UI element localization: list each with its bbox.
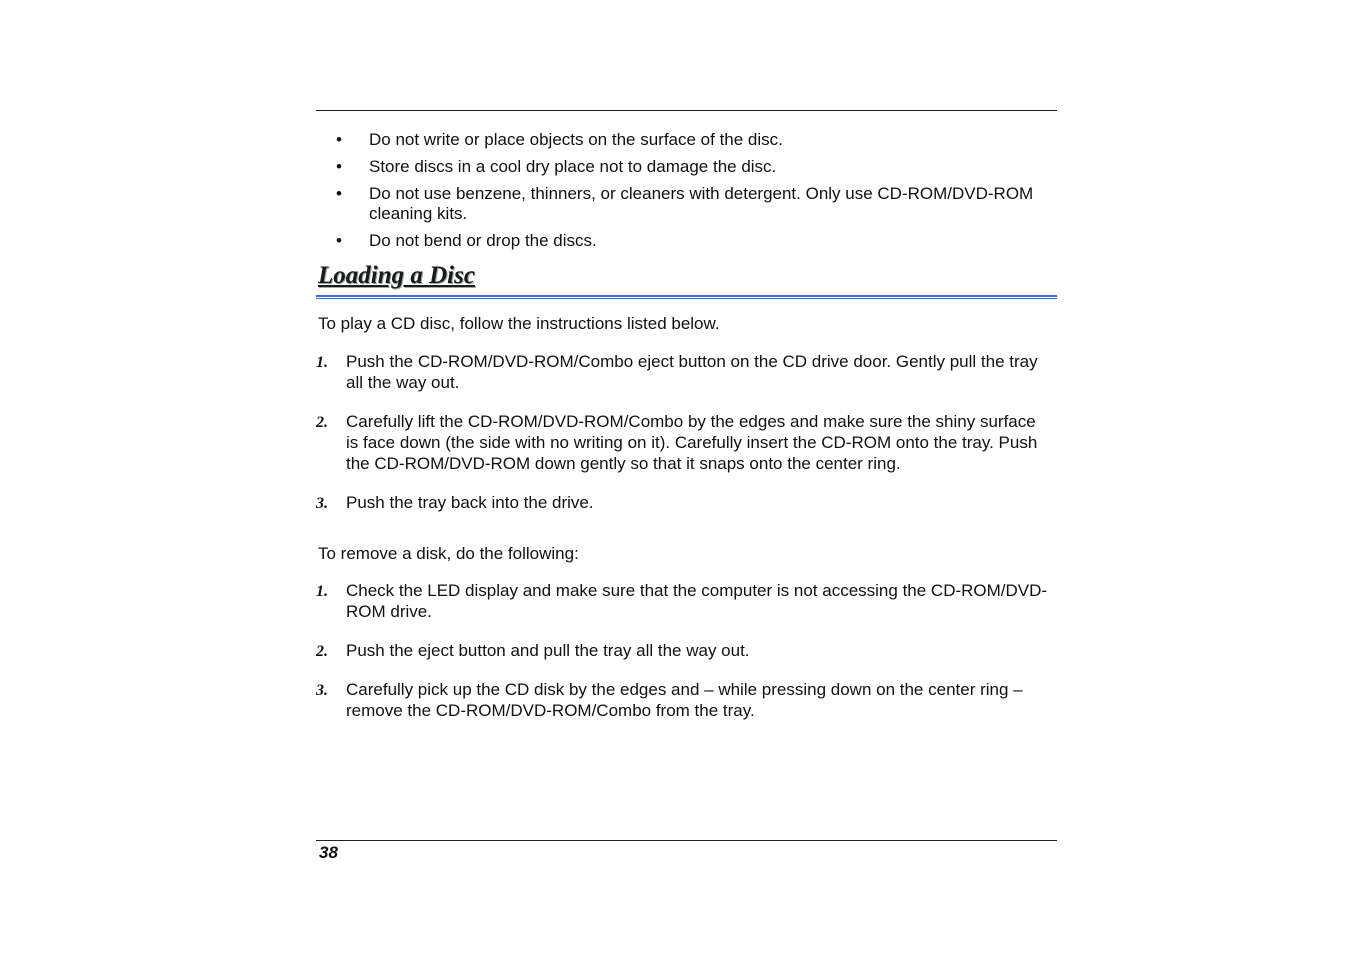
step-item — [316, 640, 1057, 661]
load-steps-list — [316, 351, 1057, 513]
section-title: Loading a Disc — [318, 262, 475, 289]
step-text: Push the eject button and pull the tray all the way out. — [346, 641, 750, 660]
title-rule-line — [316, 295, 1057, 297]
step-text: Carefully lift the CD-ROM/DVD-ROM/Combo by the edges and make sure the shiny surface is face down (the side with no writing on it). Carefully insert the CD-ROM onto the tray. Push the CD-ROM/DVD-ROM down gently so that it snaps onto the center ring. — [346, 412, 1038, 473]
step-number: 2. — [316, 414, 328, 431]
step-text: Push the CD-ROM/DVD-ROM/Combo eject button on the CD drive door. Gently pull the tray all the way out. — [346, 352, 1038, 392]
step-item — [316, 580, 1057, 622]
bullet-item — [316, 130, 1057, 150]
step-item — [316, 492, 1057, 513]
step-item — [316, 411, 1057, 474]
step-number: 1. — [316, 354, 328, 371]
title-rule-line — [316, 298, 1057, 299]
step-number: 2. — [316, 643, 328, 660]
footer-rule — [316, 840, 1057, 841]
manual-page — [316, 0, 1057, 954]
step-item — [316, 351, 1057, 393]
bullet-item — [316, 184, 1057, 224]
step-text: Check the LED display and make sure that the computer is not accessing the CD-ROM/DVD-ROM drive. — [346, 581, 1048, 621]
bullet-item — [316, 231, 1057, 251]
bullet-dot: • — [336, 130, 342, 149]
step-text: Carefully pick up the CD disk by the edges and – while pressing down on the center ring – remove the CD-ROM/DVD-ROM/Combo from the tray. — [346, 680, 1023, 720]
title-double-rule — [316, 295, 1057, 300]
page-number: 38 — [319, 843, 338, 862]
bullet-text: Do not bend or drop the discs. — [369, 231, 597, 250]
bullet-dot: • — [336, 184, 342, 203]
step-item — [316, 679, 1057, 721]
bullet-text: Do not write or place objects on the surface of the disc. — [369, 130, 783, 149]
remove-intro-paragraph: To remove a disk, do the following: — [318, 544, 579, 563]
header-rule — [316, 110, 1057, 111]
bullet-item — [316, 157, 1057, 177]
bullet-dot: • — [336, 231, 342, 250]
intro-paragraph: To play a CD disc, follow the instructions listed below. — [318, 314, 720, 333]
bullet-text: Store discs in a cool dry place not to damage the disc. — [369, 157, 777, 176]
step-text: Push the tray back into the drive. — [346, 493, 594, 512]
care-bullet-list — [316, 130, 1057, 258]
bullet-dot: • — [336, 157, 342, 176]
step-number: 3. — [316, 682, 328, 699]
step-number: 1. — [316, 583, 328, 600]
bullet-text: Do not use benzene, thinners, or cleaners with detergent. Only use CD-ROM/DVD-ROM cleaning kits. — [369, 184, 1034, 223]
step-number: 3. — [316, 495, 328, 512]
remove-steps-list — [316, 580, 1057, 739]
